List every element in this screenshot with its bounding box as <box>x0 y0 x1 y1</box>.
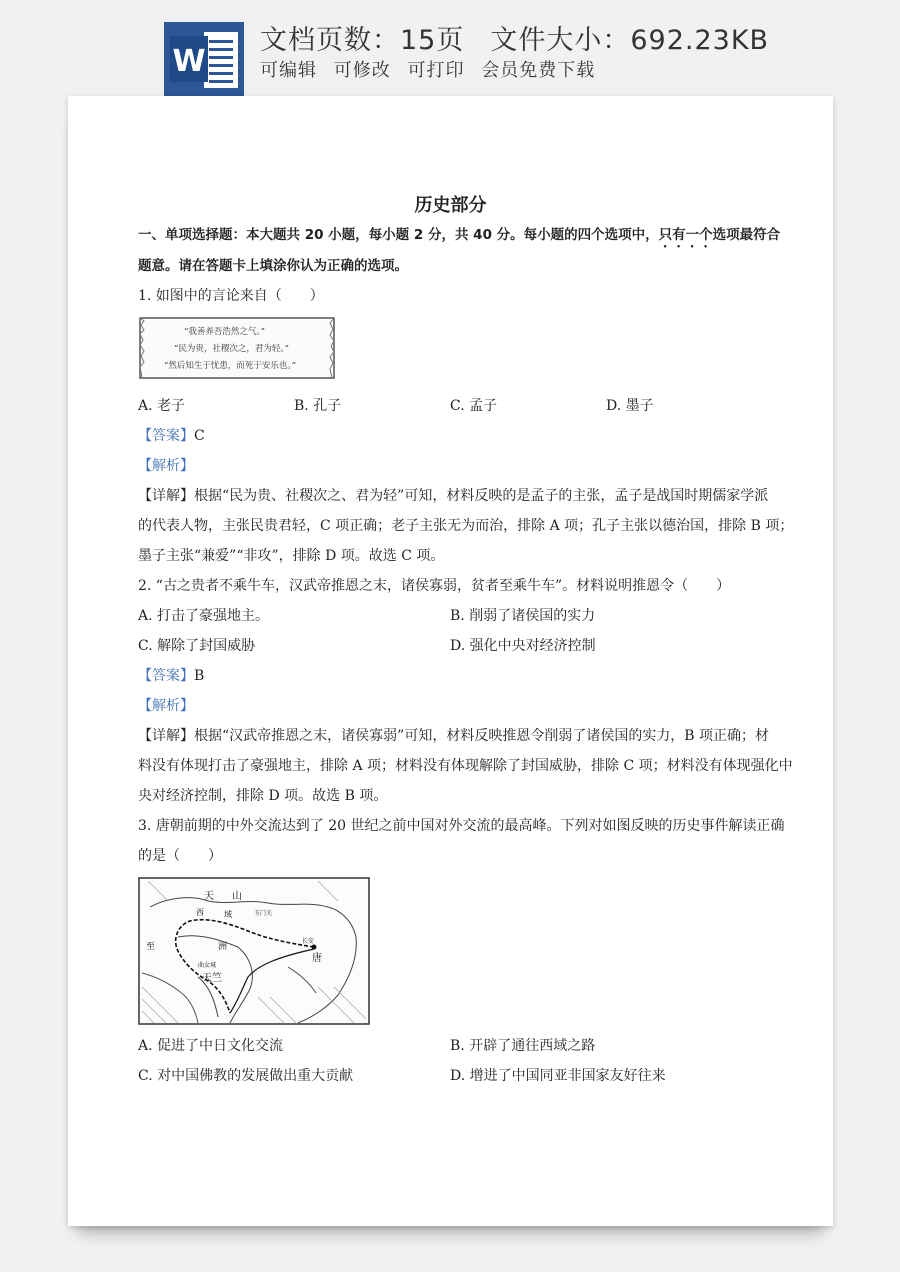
q1-quote-image <box>138 315 338 381</box>
q3-option-c: C. 对中国佛教的发展做出重大贡献 <box>138 1068 354 1084</box>
detail-tag: 【详解】 <box>138 488 194 504</box>
q1-detail-2: 的代表人物，主张民贵君轻，C 项正确；老子主张无为而治，排除 A 项；孔子主张以德治国，排除 B 项； <box>138 518 794 534</box>
feature-editable: 可编辑 <box>260 60 317 81</box>
q3-options-row2 <box>138 1061 763 1091</box>
page-title: 历史部分 <box>414 195 487 216</box>
q3-map-image <box>138 877 370 1025</box>
map-label-yu: 域 <box>224 910 232 919</box>
q2-answer <box>138 661 763 691</box>
q2-option-c: C. 解除了封国威胁 <box>138 638 256 654</box>
map-label-tianzhu: 天竺 <box>202 973 222 984</box>
q2-options-row2 <box>138 631 763 661</box>
word-icon-letter: W <box>172 44 206 79</box>
map-label-zhou: 洲 <box>218 942 228 952</box>
q3-options-row1 <box>138 1031 763 1061</box>
q3-option-b: B. 开辟了通往西域之路 <box>450 1038 596 1054</box>
word-icon <box>164 22 244 96</box>
q1-options <box>138 391 763 421</box>
answer-tag: 【答案】 <box>138 428 194 444</box>
q2-detail-1: 【详解】根据“汉武帝推恩之末，诸侯寡弱”可知，材料反映推恩令削弱了诸侯国的实力，B 项正确；材 <box>138 728 770 744</box>
q1-option-b: B. 孔子 <box>294 398 342 414</box>
q1-detail-1: 【详解】根据“民为贵、社稷次之、君为轻”可知，材料反映的是孟子的主张，孟子是战国时期儒家学派 <box>138 488 769 504</box>
q3-stem-2: 的是（ ） <box>138 848 222 864</box>
quote-line-3: “然后知生于忧患，而死于安乐也。” <box>164 361 296 371</box>
q1-stem: 1. 如图中的言论来自（ ） <box>138 288 324 304</box>
answer-value: C <box>194 428 205 444</box>
q1-detail-3: 墨子主张“兼爱”“非攻”，排除 D 项。故选 C 项。 <box>138 548 445 564</box>
document-page <box>68 96 833 1226</box>
detail-tag: 【详解】 <box>138 728 194 744</box>
q2-detail-3: 央对经济控制，排除 D 项。故选 B 项。 <box>138 788 388 804</box>
answer-tag: 【答案】 <box>138 668 194 684</box>
q3-option-a: A. 促进了中日文化交流 <box>138 1038 284 1054</box>
map-label-yumenguan: 玉门关 <box>254 910 273 917</box>
emphasis-text: 只有一个 <box>658 227 713 243</box>
q1-option-a: A. 老子 <box>138 398 186 414</box>
feature-list <box>260 56 605 82</box>
q1-answer <box>138 421 763 451</box>
quote-line-1: “我善养吾浩然之气。” <box>184 327 265 337</box>
feature-modifiable: 可修改 <box>333 60 391 81</box>
q2-stem: 2. “古之贵者不乘牛车，汉武帝推恩之末，诸侯寡弱，贫者至乘牛车”。材料说明推恩令（ ） <box>138 578 731 594</box>
q2-option-d: D. 强化中央对经济控制 <box>450 638 596 654</box>
quote-line-2: “民为贵，社稷次之，君为轻。” <box>174 344 289 354</box>
map-label-tian: 天 <box>204 891 214 902</box>
feature-printable: 可打印 <box>407 60 465 81</box>
answer-value: B <box>194 668 205 684</box>
q2-option-a: A. 打击了豪强地主。 <box>138 608 270 624</box>
section-heading-line2: 题意。请在答题卡上填涂你认为正确的选项。 <box>138 258 408 274</box>
map-label-changan: 长安 <box>302 938 315 945</box>
map-label-shan: 山 <box>232 891 242 902</box>
section-heading: 一、单项选择题：本大题共 20 小题，每小题 2 分，共 40 分。每小题的四个选项中，只有一个选项最符合 <box>138 227 781 243</box>
q2-options-row1 <box>138 601 763 631</box>
page-count: 文档页数：15页 <box>260 25 465 56</box>
file-info <box>260 18 769 57</box>
download-banner <box>0 0 900 100</box>
q3-stem-1: 3. 唐朝前期的中外交流达到了 20 世纪之前中国对外交流的最高峰。下列对如图反映的历史事件解读正确 <box>138 818 785 834</box>
map-label-zhi: 至 <box>146 942 156 952</box>
q1-option-d: D. 墨子 <box>606 398 654 414</box>
feature-member-download: 会员免费下载 <box>481 60 596 81</box>
file-size: 文件大小：692.23KB <box>490 25 770 56</box>
q3-option-d: D. 增进了中国同亚非国家友好往来 <box>450 1068 666 1084</box>
map-label-tang: 唐 <box>312 953 322 964</box>
q1-analysis-tag: 【解析】 <box>138 458 194 474</box>
q2-option-b: B. 削弱了诸侯国的实力 <box>450 608 596 624</box>
q1-option-c: C. 孟子 <box>450 398 498 414</box>
page-content <box>138 192 794 1091</box>
map-label-qunvcheng: 曲女城 <box>198 962 217 969</box>
map-label-xi: 西 <box>196 908 204 917</box>
q2-detail-2: 料没有体现打击了豪强地主，排除 A 项；材料没有体现解除了封国威胁，排除 C 项；材料没有体现强化中 <box>138 758 793 774</box>
q2-analysis-tag: 【解析】 <box>138 698 194 714</box>
